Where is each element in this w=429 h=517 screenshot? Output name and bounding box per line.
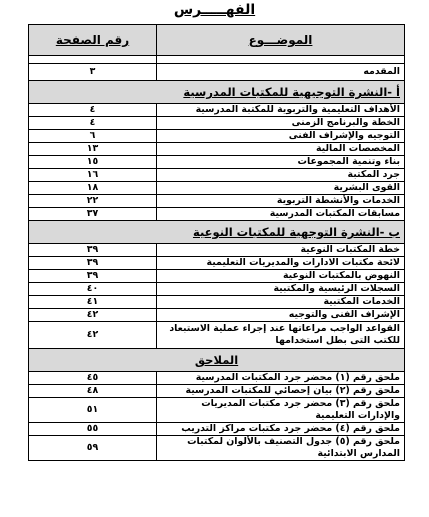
- toc-page-number: ١٨: [29, 182, 157, 195]
- table-row: [29, 385, 405, 398]
- toc-page-number: ٣٩: [29, 257, 157, 270]
- toc-topic: لائحة مكتبات الادارات والمديريات التعليمية: [157, 257, 405, 270]
- toc-topic: ملحق رقم (٥) جدول التصنيف بالألوان لمكتبات المدارس الابتدائية: [157, 436, 405, 461]
- toc-topic: المخصصات المالية: [157, 143, 405, 156]
- table-row: [29, 309, 405, 322]
- toc-topic: النهوض بالمكتبات النوعية: [157, 270, 405, 283]
- toc-page-number: ٤٥: [29, 372, 157, 385]
- table-row: [29, 372, 405, 385]
- toc-topic: مسابقات المكتبات المدرسية: [157, 208, 405, 221]
- toc-page-number: ١٣: [29, 143, 157, 156]
- toc-topic: ملحق رقم (١) محضر جرد المكتبات المدرسية: [157, 372, 405, 385]
- toc-topic: القواعد الواجب مراعاتها عند إجراء عملية الاستبعاد للكتب التى بطل استخدامها: [157, 322, 405, 349]
- table-row: [29, 244, 405, 257]
- table-row: [29, 195, 405, 208]
- section-heading: الملاحق: [29, 349, 405, 372]
- page-column-header: رقم الصفحة: [29, 25, 157, 56]
- toc-page-number: ٥٩: [29, 436, 157, 461]
- table-row: [29, 208, 405, 221]
- toc-page-number: ٥١: [29, 398, 157, 423]
- topic-column-header: الموضـــوع: [157, 25, 405, 56]
- toc-topic: الخدمات والأنشطة التربوية: [157, 195, 405, 208]
- table-row: [29, 117, 405, 130]
- section-heading-row: [29, 349, 405, 372]
- toc-header-row: [29, 25, 405, 56]
- table-row: [29, 270, 405, 283]
- toc-page-number: ٦: [29, 130, 157, 143]
- toc-page-number: ٤٢: [29, 309, 157, 322]
- toc-page-number: ٤: [29, 117, 157, 130]
- table-row: [29, 169, 405, 182]
- toc-page-number: ٣: [29, 64, 157, 81]
- toc-topic: التوجيه والإشراف الفنى: [157, 130, 405, 143]
- toc-page-number: ٣٩: [29, 270, 157, 283]
- toc-page-number: ٤٠: [29, 283, 157, 296]
- toc-topic: ملحق رقم (٢) بيان إحصائي للمكتبات المدرسية: [157, 385, 405, 398]
- toc-page-number: ٤٨: [29, 385, 157, 398]
- table-row: [29, 156, 405, 169]
- toc-topic: ملحق رقم (٤) محضر جرد مكتبات مراكز التدريب: [157, 423, 405, 436]
- toc-page-number: ١٥: [29, 156, 157, 169]
- section-heading-row: [29, 221, 405, 244]
- toc-page-number: ٤: [29, 104, 157, 117]
- toc-topic: القوى البشرية: [157, 182, 405, 195]
- toc-topic: السجلات الرئيسية والمكتبية: [157, 283, 405, 296]
- toc-topic: الخطة والبرنامج الزمنى: [157, 117, 405, 130]
- table-row: [29, 257, 405, 270]
- table-row: [29, 283, 405, 296]
- toc-topic: جرد المكتبة: [157, 169, 405, 182]
- toc-page-number: ٥٥: [29, 423, 157, 436]
- section-heading-row: [29, 81, 405, 104]
- toc-page-number: ٣٩: [29, 244, 157, 257]
- toc-topic: خطة المكتبات النوعية: [157, 244, 405, 257]
- toc-topic: المقدمه: [157, 64, 405, 81]
- toc-topic: بناء وتنمية المجموعات: [157, 156, 405, 169]
- table-row: [29, 398, 405, 423]
- table-row: [29, 436, 405, 461]
- section-heading: أ -النشرة التوجيهية للمكتبات المدرسية: [29, 81, 405, 104]
- toc-topic: الإشراف الفنى والتوجيه: [157, 309, 405, 322]
- table-row: [29, 104, 405, 117]
- spacer-row: [29, 56, 405, 64]
- toc-page-number: ٣٧: [29, 208, 157, 221]
- toc-topic: ملحق رقم (٣) محضر جرد مكتبات المديريات والإدارات التعليمية: [157, 398, 405, 423]
- table-row: [29, 423, 405, 436]
- toc-page-number: ١٦: [29, 169, 157, 182]
- section-heading: ب -النشرة التوجهية للمكتبات النوعية: [29, 221, 405, 244]
- toc-page-number: ٤١: [29, 296, 157, 309]
- table-row: [29, 143, 405, 156]
- table-row: [29, 296, 405, 309]
- table-of-contents: [28, 24, 405, 461]
- toc-topic: الأهداف التعليمية والتربوية للمكتبة المدرسية: [157, 104, 405, 117]
- toc-page-number: ٢٢: [29, 195, 157, 208]
- table-row: [29, 182, 405, 195]
- table-row: [29, 130, 405, 143]
- toc-page-number: ٤٢: [29, 322, 157, 349]
- toc-topic: الخدمات المكتبية: [157, 296, 405, 309]
- intro-row: [29, 64, 405, 81]
- table-row: [29, 322, 405, 349]
- document-title: الفهـــــرس: [173, 2, 256, 18]
